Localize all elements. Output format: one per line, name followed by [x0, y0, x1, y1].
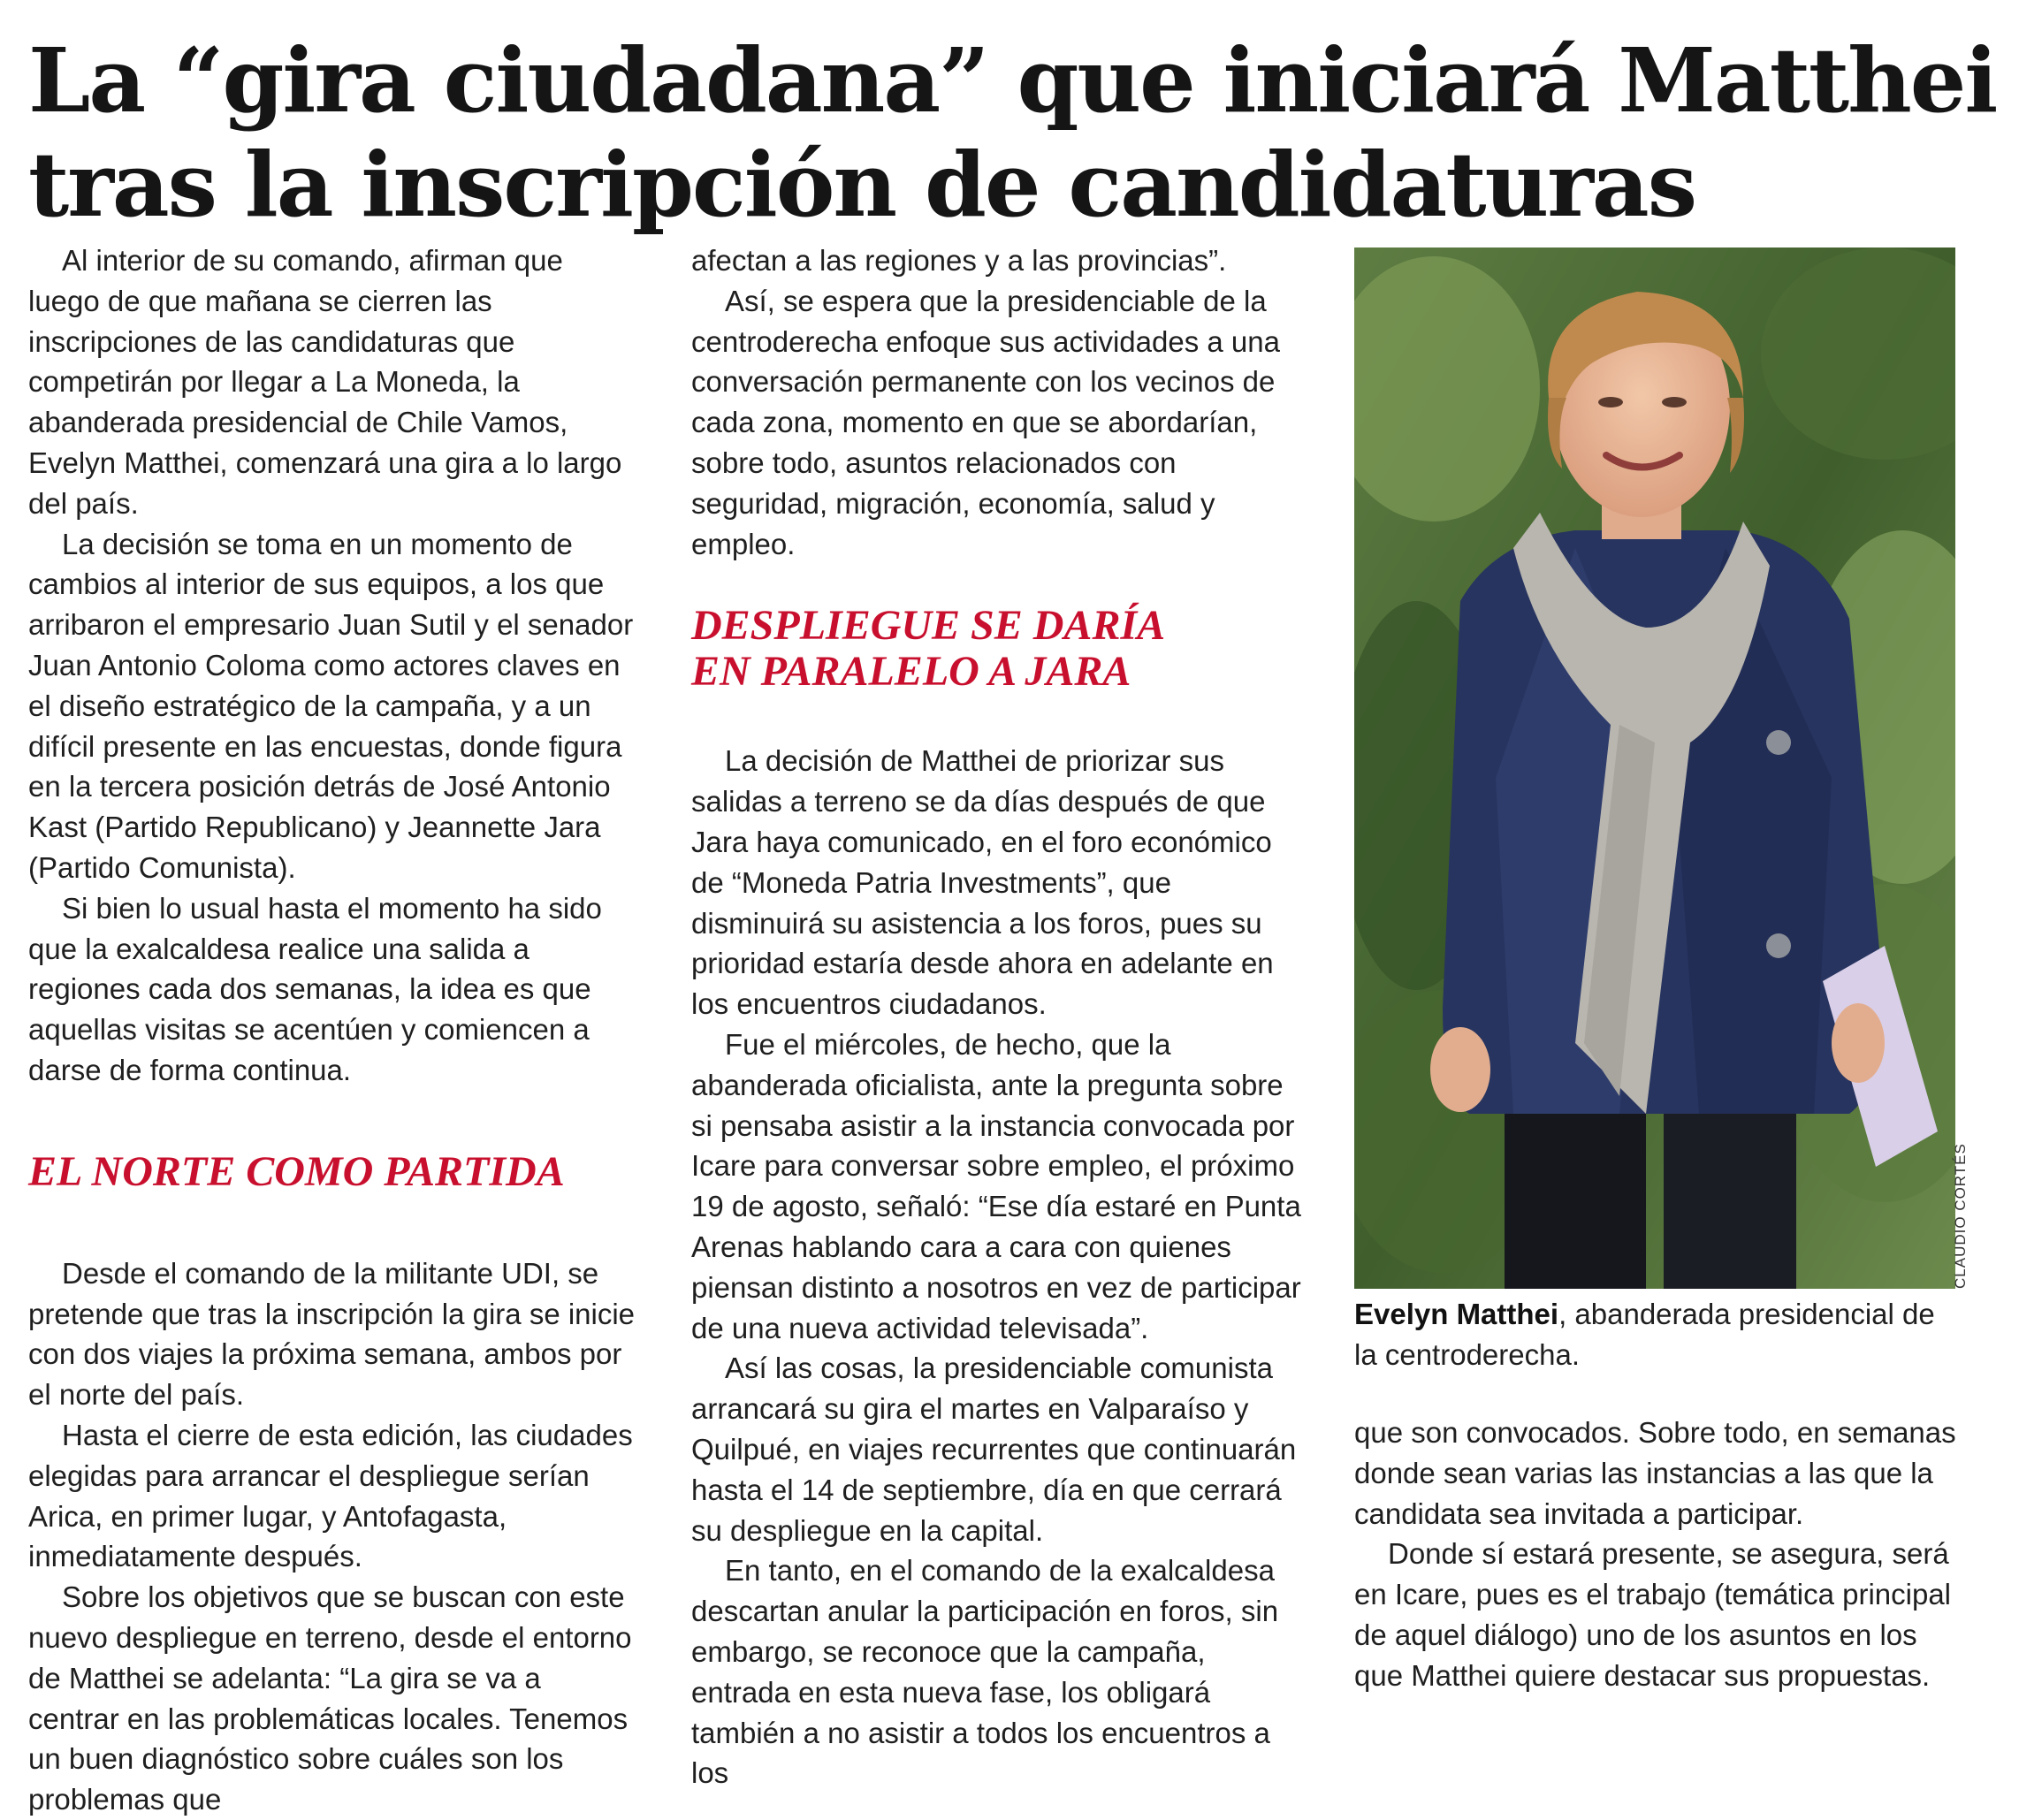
- column-2: [691, 240, 1301, 1793]
- headline-line-2: tras la inscripción de candidaturas: [28, 133, 1696, 237]
- subhead-el-norte: EL NORTE COMO PARTIDA: [28, 1147, 565, 1195]
- column-1: [28, 240, 638, 1820]
- headline: [28, 28, 1997, 237]
- photo-caption: [1354, 1294, 1964, 1375]
- paragraph: La decisión se toma en un momento de cambios al interior de sus equipos, a los que arribaron el empresario Juan Sutil y el senador Juan Antonio Coloma como actores claves en el diseño estratégico de la campaña, y a un difícil presente en las encuestas, donde figura en la tercera posición detrás de José Antonio Kast (Partido Republicano) y Jeannette Jara (Partido Comunista).: [28, 527, 634, 884]
- caption-name: Evelyn Matthei: [1354, 1298, 1559, 1330]
- paragraph: Fue el miércoles, de hecho, que la abanderada oficialista, ante la pregunta sobre si pensaba asistir a la instancia convocada por Icare para conversar sobre empleo, el próximo 19 de agosto, señaló: “Ese día estaré en Punta Arenas hablando cara a cara con quienes piensan distinto a nosotros en vez de participar de una nueva actividad televisada”.: [691, 1027, 1301, 1344]
- paragraph: Así las cosas, la presidenciable comunista arrancará su gira el martes en Valparaíso y Quilpué, en viajes recurrentes que continuarán hasta el 14 de septiembre, día en que cerrará su despliegue en la capital.: [691, 1352, 1297, 1547]
- paragraph: Sobre los objetivos que se buscan con este nuevo despliegue en terreno, desde el entorno de Matthei se adelanta: “La gira se va a centrar en las problemáticas locales. Tenemos un buen diagnóstico sobre cuáles son los problemas que: [28, 1580, 632, 1816]
- paragraph: En tanto, en el comando de la exalcaldesa descartan anular la participación en foros, sin embargo, se reconoce que la campaña, entrada en esta nueva fase, los obligará también a no asistir a todos los encuentros a los: [691, 1554, 1279, 1790]
- headline-line-1: La “gira ciudadana” que iniciará Matthei: [28, 28, 1997, 133]
- photo-credit: CLAUDIO CORTÉS: [1952, 1143, 1969, 1289]
- paragraph: La decisión de Matthei de priorizar sus salidas a terreno se da días después de que Jara haya comunicado, en el foro económico de “Moneda Patria Investments”, que disminuirá su asistencia a los foros, pues su prioridad estaría desde ahora en adelante en los encuentros ciudadanos.: [691, 744, 1274, 1021]
- paragraph: Si bien lo usual hasta el momento ha sido que la exalcaldesa realice una salida a regiones cada dos semanas, la idea es que aquellas visitas se acentúen y comiencen a darse de forma continua.: [28, 891, 602, 1086]
- subhead-line-2: EN PARALELO A JARA: [691, 648, 1131, 696]
- portrait-illustration: [1354, 247, 1955, 1289]
- subhead-line-1: DESPLIEGUE SE DARÍA: [691, 602, 1166, 650]
- subhead-despliegue: [691, 603, 1301, 695]
- article-photo: [1354, 247, 1955, 1289]
- paragraph: Hasta el cierre de esta edición, las ciudades elegidas para arrancar el despliegue serían Arica, en primer lugar, y Antofagasta, inmediatamente después.: [28, 1418, 633, 1573]
- paragraph: Desde el comando de la militante UDI, se pretende que tras la inscripción la gira se inicie con dos viajes la próxima semana, ambos por el norte del país.: [28, 1256, 636, 1412]
- column-3: [1354, 1413, 1964, 1696]
- caption-text: , abanderada presidencial de la centroderecha.: [1354, 1298, 1935, 1371]
- paragraph-continued: afectan a las regiones y a las provincias”.: [691, 244, 1227, 277]
- paragraph: Al interior de su comando, afirman que luego de que mañana se cierren las inscripciones de las candidaturas que competirán por llegar a La Moneda, la abanderada presidencial de Chile Vamos, Evelyn Matthei, comenzará una gira a lo largo del país.: [28, 244, 622, 520]
- paragraph: Donde sí estará presente, se asegura, será en Icare, pues es el trabajo (temática principal de aquel diálogo) uno de los asuntos en los que Matthei quiere destacar sus propuestas.: [1354, 1537, 1952, 1692]
- paragraph: Así, se espera que la presidenciable de la centroderecha enfoque sus actividades a una conversación permanente con los vecinos de cada zona, momento en que se abordarían, sobre todo, asuntos relacionados con seguridad, migración, economía, salud y empleo.: [691, 284, 1280, 560]
- paragraph-continued: que son convocados. Sobre todo, en semanas donde sean varias las instancias a las que la candidata sea invitada a participar.: [1354, 1416, 1956, 1530]
